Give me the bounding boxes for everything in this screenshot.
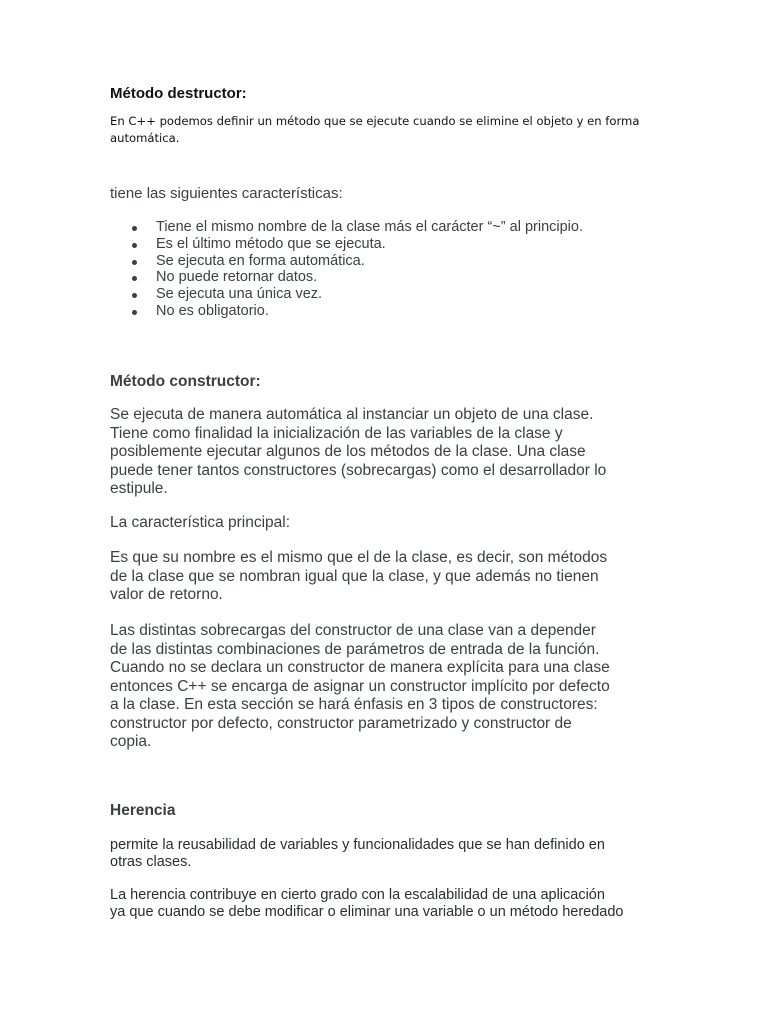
list-item xyxy=(110,253,670,270)
list-item xyxy=(110,269,670,286)
bullet-icon xyxy=(132,226,137,231)
list-item-text: Tiene el mismo nombre de la clase más el carácter “~” al principio. xyxy=(156,219,583,235)
paragraph-line: de la clase que se nombran igual que la clase, y que además no tienen xyxy=(110,567,599,585)
list-item-text: Se ejecuta en forma automática. xyxy=(156,252,365,269)
list-item-text: No puede retornar datos. xyxy=(156,269,318,286)
constructor-paragraph-3 xyxy=(110,622,670,752)
list-item xyxy=(110,236,670,253)
bullet-icon xyxy=(132,293,137,298)
paragraph-line: posiblemente ejecutar algunos de los métodos de la clase. Una clase xyxy=(110,443,586,460)
bullet-icon xyxy=(132,276,137,281)
paragraph-line: Las distintas sobrecargas del constructor de una clase van a depender xyxy=(110,622,596,639)
paragraph-line: Se ejecuta de manera automática al instanciar un objeto de una clase. xyxy=(110,406,594,423)
constructor-paragraph-1 xyxy=(110,406,670,499)
destructor-intro-line: En C++ podemos definir un método que se ejecute cuando se elimine el objeto y en forma xyxy=(110,114,640,128)
paragraph-line: valor de retorno. xyxy=(110,586,223,603)
herencia-heading: Herencia xyxy=(110,802,176,819)
paragraph-line: a la clase. En esta sección se hará énfasis en 3 tipos de constructores: xyxy=(110,696,598,713)
herencia-paragraph-1 xyxy=(110,837,670,871)
destructor-heading: Método destructor: xyxy=(110,85,247,102)
paragraph-line: otras clases. xyxy=(110,854,192,870)
paragraph-line: entonces C++ se encarga de asignar un constructor implícito por defecto xyxy=(110,677,610,695)
main-characteristic-label: La característica principal: xyxy=(110,514,291,531)
bullet-icon xyxy=(132,310,137,315)
paragraph-line: Tiene como finalidad la inicialización de las variables de la clase y xyxy=(110,424,563,442)
paragraph-line: puede tener tantos constructores (sobrecargas) como el desarrollador lo xyxy=(110,461,607,479)
list-item xyxy=(110,219,670,236)
list-item xyxy=(110,303,670,320)
paragraph-line: copia. xyxy=(110,733,152,750)
paragraph-line: constructor por defecto, constructor parametrizado y constructor de xyxy=(110,714,572,732)
list-item-text: Se ejecuta una única vez. xyxy=(156,286,323,303)
paragraph-line: de las distintas combinaciones de parámetros de entrada de la función. xyxy=(110,640,600,658)
herencia-paragraph-2 xyxy=(110,887,670,921)
constructor-paragraph-2 xyxy=(110,549,670,605)
paragraph-line: ya que cuando se debe modificar o eliminar una variable o un método heredado xyxy=(110,904,624,920)
bullet-icon xyxy=(132,243,137,248)
paragraph-line: Es que su nombre es el mismo que el de la clase, es decir, son métodos xyxy=(110,549,608,566)
bullet-icon xyxy=(132,260,137,265)
paragraph-line: permite la reusabilidad de variables y funcionalidades que se han definido en xyxy=(110,837,605,853)
paragraph-line: La herencia contribuye en cierto grado con la escalabilidad de una aplicación xyxy=(110,887,605,903)
destructor-characteristics-list xyxy=(110,219,670,320)
paragraph-line: Cuando no se declara un constructor de manera explícita para una clase xyxy=(110,659,610,676)
destructor-intro-line: automática. xyxy=(110,131,180,145)
list-item-text: No es obligatorio. xyxy=(156,302,269,319)
paragraph-line: estipule. xyxy=(110,480,168,497)
characteristics-intro: tiene las siguientes características: xyxy=(110,185,343,202)
destructor-intro xyxy=(110,113,670,147)
list-item-text: Es el último método que se ejecuta. xyxy=(156,235,386,252)
list-item xyxy=(110,286,670,303)
constructor-heading: Método constructor: xyxy=(110,373,261,390)
